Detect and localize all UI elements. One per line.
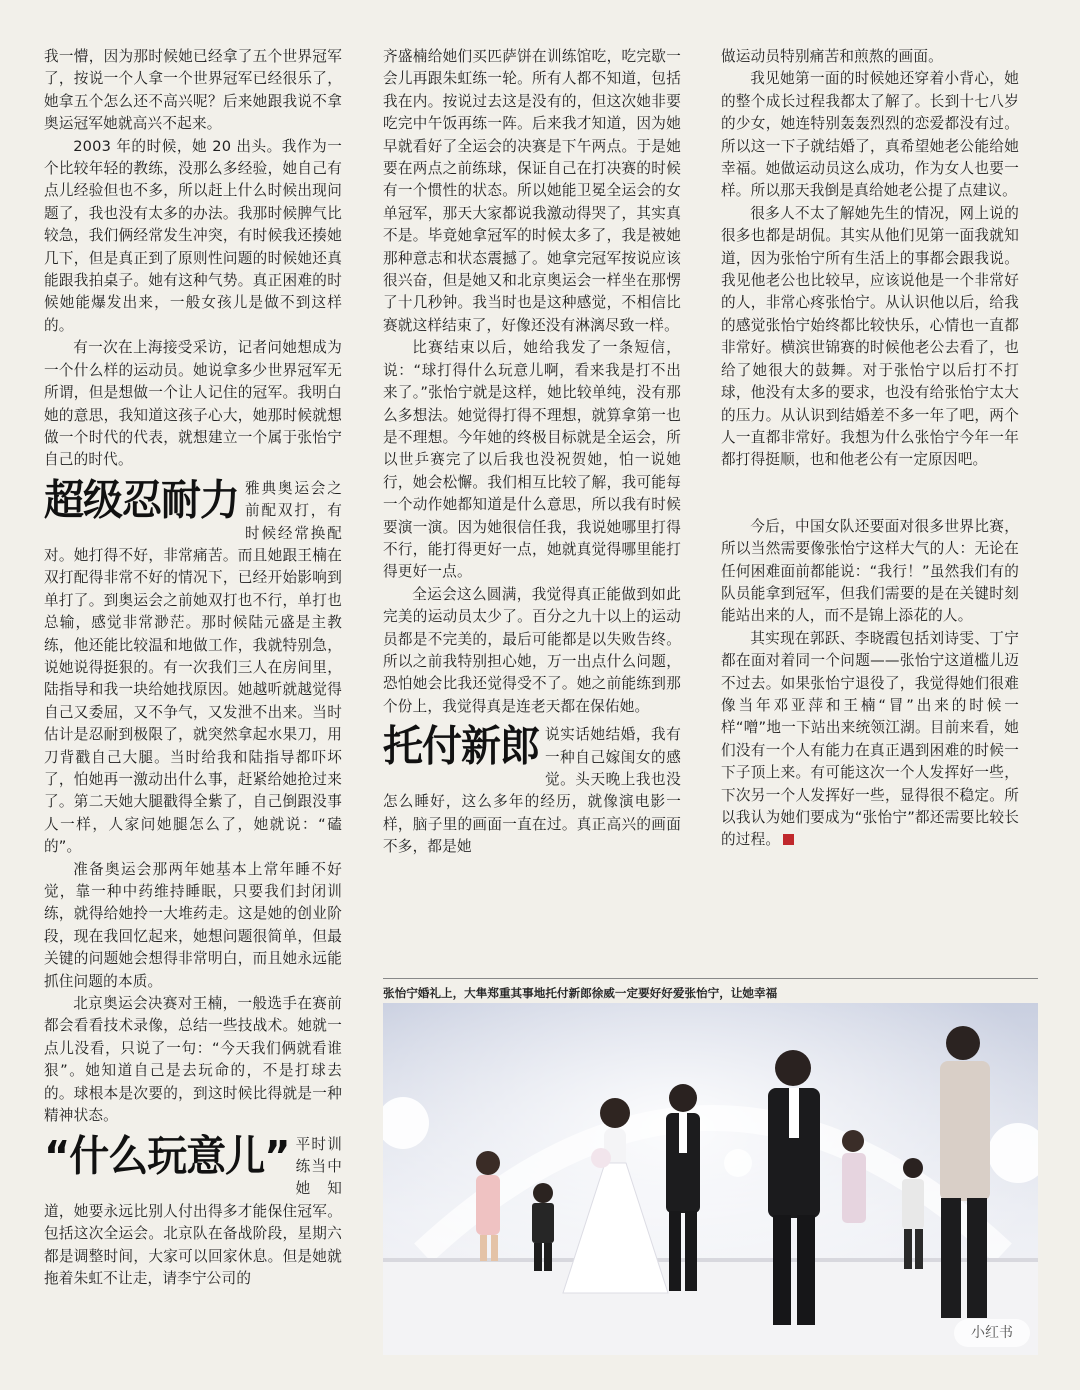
paragraph (721, 628, 1019, 852)
paragraph: 做运动员特别痛苦和煎熬的画面。 (721, 48, 943, 65)
paragraph: 雅典奥运会之前配双打，有时候经常换配对。她打得不好，非常痛苦。而且她跟王楠在双打配得非常不好的情况下，已经开始影响到单打了。到奥运会之前她双打也不行，单打也总输，感觉非常渺茫。那时候陆元盛是主教练，他还能比较温和地做工作，我就特别急，说她说得挺狠的。有一次我们三人在房间里，陆指导和我一块给她找原因。她越听就越觉得自己又委屈，又不争气，又发泄不出来。当时估计是忍耐到极限了，就突然拿起水果刀，用刀背戳自己大腿。当时给我和陆指导都吓坏了，怕她再一激动出什么事，赶紧给她抢过来了。第二天她大腿戳得全紫了，自己倒跟没事人一样，人家问她腿怎么了，她就说：“磕的”。 (44, 479, 342, 856)
photo-caption: 张怡宁婚礼上，大隼郑重其事地托付新郎徐威一定要好好爱张怡宁，让她幸福 (383, 986, 778, 1000)
article-column-2 (383, 46, 681, 859)
paragraph: 齐盛楠给她们买匹萨饼在训练馆吃，吃完歇一会儿再跟朱虹练一轮。所有人都不知道，包括我在内。按说过去这是没有的，但这次她非要吃完中午饭再练一阵。后来我才知道，因为她早就看好了全运会的决赛是下午两点。于是她要在两点之前练球，保证自己在打决赛的时候有一个惯性的状态。所以她能卫冕全运会的女单冠军，那天大家都说我激动得哭了，其实真不是。毕竟她拿冠军的时候太多了，我是被她那种意志和状态震撼了。她拿完冠军按说应该很兴奋，但是她又和北京奥运会一样坐在那愣了十几秒钟。我当时也是这种感觉，不相信比赛就这样结束了，好像还没有淋漓尽致一样。 (383, 48, 681, 334)
paragraph: 有一次在上海接受采访，记者问她想成为一个什么样的运动员。她说拿多少世界冠军无所谓，但是想做一个让人记住的冠军。我明白她的意思，我知道这孩子心大，她那时候就想做一个时代的代表，就想建立一个属于张怡宁自己的时代。 (44, 339, 342, 469)
paragraph: 全运会这么圆满，我觉得真正能做到如此完美的运动员太少了。百分之九十以上的运动员都是不完美的，最后可能都是以失败告终。所以之前我特别担心她，万一出点什么问题，恐怕她会比我还觉得受不了。她之前能练到那个份上，我觉得真是连老天都在保佑她。 (383, 585, 681, 715)
paragraph-text: 其实现在郭跃、李晓霞包括刘诗雯、丁宁都在面对着同一个问题——张怡宁这道槛儿迈不过去。如果张怡宁退役了，我觉得她们很难像当年邓亚萍和王楠“冒”出来的时候一样“噌”地一下站出来统领江湖。目前来看，她们没有一个人有能力在真正遇到困难的时候一下子顶上来。有可能这次一个人发挥好一些，下次另一个人发挥好一些，显得很不稳定。所以我认为她们要成为“张怡宁”都还需要比较长的过程。 (721, 629, 1019, 849)
end-mark-icon (783, 834, 794, 845)
paragraph: 比赛结束以后，她给我发了一条短信，说：“球打得什么玩意儿啊，看来我是打不出来了。”张怡宁就是这样，她比较单纯，没有那么多想法。她觉得打得不理想，就算拿第一也是不理想。今年她的终极目标就是全运会，所以世乒赛完了以后我也没祝贺她，怕一说她行，她会松懈。我们相互比较了解，我可能每一个动作她都知道是什么意思，所以我有时候要演一演。因为她很信任我，我说她哪里打得不行，能打得更好一点，她就真觉得哪里能打得更好一点。 (383, 339, 681, 581)
paragraph: 说实话她结婚，我有一种自己嫁闺女的感觉。头天晚上我也没怎么睡好，这么多年的经历，就像演电影一样，脑子里的画面一直在过。真正高兴的画面不多，都是她 (383, 726, 681, 856)
section-entrust-groom (383, 724, 681, 858)
caption-divider (383, 978, 1038, 979)
wedding-photo (383, 1003, 1038, 1355)
wedding-photo-illustration (383, 1003, 1038, 1355)
section-heading: 超级忍耐力 (44, 477, 239, 525)
watermark-badge: 小红书 (954, 1319, 1030, 1347)
paragraph: 我见她第一面的时候她还穿着小背心，她的整个成长过程我都太了解了。长到十七八岁的少女，她连特别轰轰烈烈的恋爱都没有过。所以这一下子就结婚了，真希望她老公能给她幸福。她做运动员这么成功，作为女人也要一样。所以那天我倒是真给她老公提了点建议。 (721, 70, 1019, 200)
paragraph: 很多人不太了解她先生的情况，网上说的很多也都是胡侃。其实从他们见第一面我就知道，因为张怡宁所有生活上的事都会跟我说。我见他老公也比较早，应该说他是一个非常好的人，非常心疼张怡宁。从认识他以后，给我的感觉张怡宁始终都比较快乐，心情也一直都非常好。横滨世锦赛的时候他老公去看了，也给了她很大的鼓舞。对于张怡宁以后打不打球，他没有太多的要求，也没有给张怡宁太大的压力。从认识到结婚差不多一年了吧，两个人一直都非常好。我想为什么张怡宁今年一年都打得挺顺，也和他老公有一定原因吧。 (721, 204, 1019, 469)
paragraph: 平时训练当中她知道，她要永远比别人付出得多才能保住冠军。包括这次全运会。北京队在备战阶段，星期六都是调整时间，大家可以回家休息。但是她就拖着朱虹不让走，请李宁公司的 (44, 1135, 342, 1287)
paragraph: 我一懵，因为那时候她已经拿了五个世界冠军了，按说一个人拿一个世界冠军已经很乐了，她拿五个怎么还不高兴呢？后来她跟我说不拿奥运冠军她就高兴不起来。 (44, 48, 342, 133)
article-column-1 (44, 46, 342, 1290)
article-column-3 (721, 46, 1019, 852)
paragraph: 今后，中国女队还要面对很多世界比赛，所以当然需要像张怡宁这样大气的人：无论在任何困难面前都能说：“我行！”虽然我们有的队员能拿到冠军，但我们需要的是在关键时刻能站出来的人，而不是锦上添花的人。 (721, 517, 1019, 625)
paragraph: 北京奥运会决赛对王楠，一般选手在赛前都会看看技术录像，总结一些技战术。她就一点儿没看，只说了一句：“今天我们俩就看谁狠”。她知道自己是去玩命的，不是打球去的。球根本是次要的，到这时候比得就是一种精神状态。 (44, 995, 342, 1125)
paragraph: 2003 年的时候，她 20 出头。我作为一个比较年轻的教练，没那么多经验，她自己有点儿经验但也不多，所以赶上什么时候出现问题了，我也没有太多的办法。我那时候脾气比较急，我们俩经常发生冲突，有时候我还揍她几下，但是真正到了原则性问题的时候她还真能跟我拍桌子。她有这种气势。真正困难的时候她能爆发出来，一般女孩儿是做不到这样的。 (44, 137, 342, 334)
paragraph: 准备奥运会那两年她基本上常年睡不好觉，靠一种中药维持睡眠，只要我们封闭训练，就得给她拎一大堆药走。这是她的创业阶段，现在我回忆起来，她想问题很简单，但最关键的问题她会想得非常明白，而且她永远能抓住问题的本质。 (44, 860, 342, 990)
section-heading: 托付新郎 (383, 724, 539, 772)
section-superpatience (44, 478, 342, 859)
section-what-thing (44, 1134, 342, 1291)
section-heading: “什么玩意儿” (44, 1133, 290, 1181)
